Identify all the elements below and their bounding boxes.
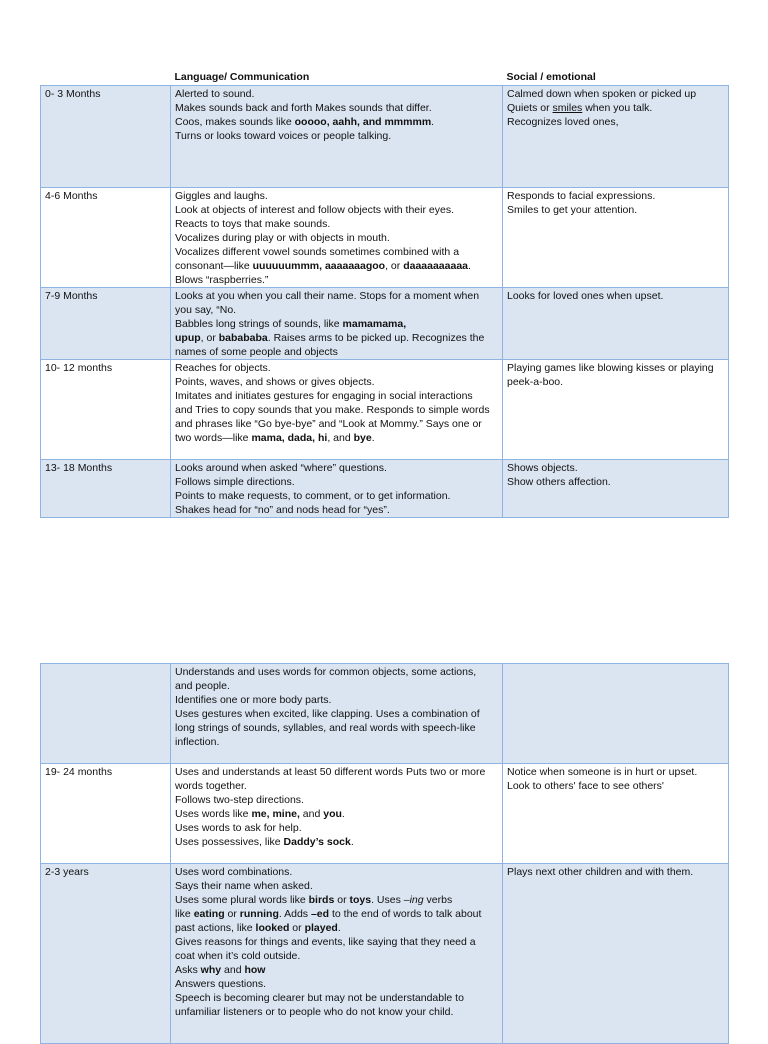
text-run: smiles — [552, 102, 583, 114]
text-run: Look at objects of interest and follow objects with their eyes. — [175, 204, 454, 216]
text-run: past actions, like — [175, 922, 256, 934]
cell-text-line — [507, 765, 724, 779]
table-row — [41, 460, 729, 518]
age-cell: 2-3 years — [41, 864, 171, 1044]
table-row — [41, 188, 729, 288]
cell-text-line — [175, 765, 498, 779]
cell-text-line — [175, 389, 498, 403]
language-cell — [171, 764, 503, 864]
cell-text-line — [175, 679, 498, 693]
text-run: Responds to facial expressions. — [507, 190, 656, 202]
cell-text-line — [175, 821, 498, 835]
social-cell — [503, 288, 729, 360]
text-run: peek-a-boo. — [507, 376, 564, 388]
cell-text-line — [175, 879, 498, 893]
text-run: , and — [327, 432, 354, 444]
text-run: –ed — [310, 908, 330, 920]
social-cell — [503, 864, 729, 1044]
text-run: played — [304, 922, 338, 934]
language-cell — [171, 288, 503, 360]
text-run: Vocalizes during play or with objects in mouth. — [175, 232, 390, 244]
social-cell — [503, 188, 729, 288]
cell-text-line — [175, 189, 498, 203]
cell-text-line — [175, 721, 498, 735]
age-cell: 0- 3 Months — [41, 86, 171, 188]
cell-text-line — [175, 345, 498, 359]
header-social: Social / emotional — [506, 71, 596, 83]
text-run: inflection. — [175, 736, 220, 748]
text-run: Looks around when asked “where” questions. — [175, 462, 387, 474]
text-run: Shakes head for “no” and nods head for “yes”. — [175, 504, 390, 516]
age-cell: 7-9 Months — [41, 288, 171, 360]
text-run: and — [221, 964, 245, 976]
text-run: two words—like — [175, 432, 252, 444]
cell-text-line — [175, 115, 498, 129]
text-run: Smiles to get your attention. — [507, 204, 638, 216]
text-run: Speech is becoming clearer but may not be understandable to — [175, 992, 464, 1004]
text-run: Notice when someone is in hurt or upset. — [507, 766, 698, 778]
cell-text-line — [175, 893, 498, 907]
text-run: Daddy’s sock — [283, 836, 351, 848]
text-run: or — [334, 894, 350, 906]
cell-text-line — [507, 115, 724, 129]
table-row — [41, 288, 729, 360]
cell-text-line — [175, 835, 498, 849]
cell-text-line — [507, 189, 724, 203]
text-run: bye — [353, 432, 372, 444]
cell-text-line — [507, 475, 724, 489]
cell-text-line — [175, 289, 498, 303]
cell-text-line — [175, 403, 498, 417]
age-cell: 4-6 Months — [41, 188, 171, 288]
text-run: Vocalizes different vowel sounds sometimes combined with a — [175, 246, 460, 258]
cell-text-line — [175, 693, 498, 707]
text-run: Uses some plural words like — [175, 894, 309, 906]
text-run: Asks — [175, 964, 201, 976]
text-run: . Uses – — [371, 894, 410, 906]
cell-text-line — [175, 331, 498, 345]
text-run: running — [239, 908, 279, 920]
text-run: Giggles and laughs. — [175, 190, 268, 202]
age-cell: 19- 24 months — [41, 764, 171, 864]
text-run: names of some people and objects — [175, 346, 338, 358]
text-run: Answers questions. — [175, 978, 267, 990]
text-run: Uses and understands at least 50 different words Puts two or more — [175, 766, 486, 778]
text-run: ing — [409, 894, 424, 906]
text-run: . — [337, 922, 341, 934]
text-run: daaaaaaaaaa — [403, 260, 468, 272]
text-run: Uses gestures when excited, like clapping. Uses a combination of — [175, 708, 480, 720]
text-run: Show others affection. — [507, 476, 611, 488]
milestones-table-page-2 — [40, 663, 729, 1044]
text-run: unfamiliar listeners or to people who do not know your child. — [175, 1006, 454, 1018]
text-run: mama, dada, hi — [251, 432, 328, 444]
table-row — [41, 864, 729, 1044]
text-run: , or — [385, 260, 404, 272]
cell-text-line — [507, 361, 724, 375]
text-run: when you talk. — [582, 102, 653, 114]
cell-text-line — [175, 231, 498, 245]
cell-text-line — [175, 935, 498, 949]
text-run: Babbles long strings of sounds, like — [175, 318, 343, 330]
text-run: Reaches for objects. — [175, 362, 271, 374]
language-cell — [171, 460, 503, 518]
text-run: words together. — [175, 780, 247, 792]
text-run: Coos, makes sounds like — [175, 116, 295, 128]
cell-text-line — [175, 707, 498, 721]
cell-text-line — [175, 793, 498, 807]
language-cell — [171, 188, 503, 288]
text-run: Quiets or — [507, 102, 553, 114]
text-run: toys — [349, 894, 372, 906]
text-run: Gives reasons for things and events, like saying that they need a — [175, 936, 476, 948]
text-run: . — [371, 432, 375, 444]
cell-text-line — [175, 461, 498, 475]
cell-text-line — [175, 907, 498, 921]
text-run: long strings of sounds, syllables, and real words with speech-like — [175, 722, 476, 734]
text-run: me, mine, — [251, 808, 300, 820]
text-run: . — [431, 116, 435, 128]
text-run: Looks for loved ones when upset. — [507, 290, 664, 302]
text-run: . — [341, 808, 345, 820]
text-run: Uses possessives, like — [175, 836, 284, 848]
cell-text-line — [507, 779, 724, 793]
text-run: birds — [308, 894, 335, 906]
cell-text-line — [175, 807, 498, 821]
social-cell — [503, 664, 729, 764]
text-run: , or — [200, 332, 219, 344]
cell-text-line — [175, 417, 498, 431]
cell-text-line — [507, 203, 724, 217]
cell-text-line — [175, 431, 498, 445]
text-run: consonant—like — [175, 260, 253, 272]
social-cell — [503, 460, 729, 518]
language-cell — [171, 864, 503, 1044]
text-run: Shows objects. — [507, 462, 578, 474]
text-run: Look to others' face to see others' — [507, 780, 664, 792]
text-run: Uses word combinations. — [175, 866, 293, 878]
cell-text-line — [175, 273, 498, 287]
text-run: Reacts to toys that make sounds. — [175, 218, 331, 230]
cell-text-line — [175, 779, 498, 793]
language-cell — [171, 86, 503, 188]
cell-text-line — [507, 101, 724, 115]
text-run: ooooo, aahh, and mmmmm — [294, 116, 432, 128]
text-run: babababa — [218, 332, 268, 344]
text-run: Uses words like — [175, 808, 252, 820]
text-run: to the end of words to talk about — [329, 908, 482, 920]
text-run: Follows two-step directions. — [175, 794, 304, 806]
cell-text-line — [175, 665, 498, 679]
milestones-table-page-1 — [40, 69, 729, 518]
text-run: you — [323, 808, 342, 820]
text-run: Points to make requests, to comment, or to get information. — [175, 490, 451, 502]
text-run: Blows “raspberries.” — [175, 274, 269, 286]
text-run: . — [468, 260, 471, 272]
text-run: . Adds — [278, 908, 311, 920]
cell-text-line — [175, 217, 498, 231]
text-run: mamamama, — [342, 318, 407, 330]
language-cell — [171, 360, 503, 460]
text-run: Recognizes loved ones, — [507, 116, 619, 128]
table-row — [41, 360, 729, 460]
cell-text-line — [507, 865, 724, 879]
cell-text-line — [175, 317, 498, 331]
text-run: coat when it’s cold outside. — [175, 950, 301, 962]
text-run: Playing games like blowing kisses or playing — [507, 362, 714, 374]
cell-text-line — [175, 921, 498, 935]
language-cell — [171, 664, 503, 764]
cell-text-line — [175, 963, 498, 977]
cell-text-line — [507, 461, 724, 475]
text-run: Looks at you when you call their name. Stops for a moment when — [175, 290, 480, 302]
cell-text-line — [175, 259, 498, 273]
cell-text-line — [175, 361, 498, 375]
text-run: and people. — [175, 680, 230, 692]
cell-text-line — [175, 375, 498, 389]
table-row — [41, 86, 729, 188]
text-run: why — [200, 964, 222, 976]
text-run: Understands and uses words for common objects, some actions, — [175, 666, 477, 678]
social-cell — [503, 360, 729, 460]
text-run: Calmed down when spoken or picked up — [507, 88, 697, 100]
text-run: how — [244, 964, 266, 976]
cell-text-line — [507, 375, 724, 389]
cell-text-line — [175, 865, 498, 879]
text-run: Makes sounds back and forth Makes sounds that differ. — [175, 102, 432, 114]
text-run: Points, waves, and shows or gives objects. — [175, 376, 375, 388]
text-run: verbs — [423, 894, 453, 906]
text-run: Imitates and initiates gestures for engaging in social interactions — [175, 390, 473, 402]
cell-text-line — [175, 129, 498, 143]
table-row — [41, 764, 729, 864]
cell-text-line — [507, 289, 724, 303]
text-run: like — [175, 908, 194, 920]
cell-text-line — [175, 503, 498, 517]
cell-text-line — [175, 1005, 498, 1019]
text-run: and Tries to copy sounds that you make. Responds to simple words — [175, 404, 490, 416]
header-language: Language/ Communication — [174, 71, 310, 83]
cell-text-line — [175, 87, 498, 101]
cell-text-line — [175, 991, 498, 1005]
cell-text-line — [175, 977, 498, 991]
cell-text-line — [175, 303, 498, 317]
text-run: Plays next other children and with them. — [507, 866, 694, 878]
text-run: and phrases like “Go bye-bye” and “Look at Mommy.” Says one or — [175, 418, 482, 430]
cell-text-line — [175, 475, 498, 489]
age-cell: 10- 12 months — [41, 360, 171, 460]
text-run: uuuuuummm, aaaaaaagoo — [252, 260, 386, 272]
text-run: . Raises arms to be picked up. Recognizes the — [267, 332, 485, 344]
header-age — [41, 69, 171, 86]
cell-text-line — [175, 203, 498, 217]
text-run: Uses words to ask for help. — [175, 822, 302, 834]
cell-text-line — [175, 489, 498, 503]
cell-text-line — [175, 949, 498, 963]
social-cell — [503, 764, 729, 864]
text-run: Identifies one or more body parts. — [175, 694, 332, 706]
text-run: Says their name when asked. — [175, 880, 313, 892]
text-run: upup — [175, 332, 201, 344]
cell-text-line — [175, 245, 498, 259]
text-run: or — [289, 922, 305, 934]
text-run: looked — [255, 922, 290, 934]
text-run: Alerted to sound. — [175, 88, 255, 100]
table-row — [41, 664, 729, 764]
text-run: eating — [193, 908, 225, 920]
cell-text-line — [175, 101, 498, 115]
cell-text-line — [175, 735, 498, 749]
age-cell — [41, 664, 171, 764]
text-run: Turns or looks toward voices or people talking. — [175, 130, 392, 142]
text-run: Follows simple directions. — [175, 476, 295, 488]
text-run: . — [350, 836, 354, 848]
table-header-row — [41, 69, 729, 86]
text-run: or — [224, 908, 240, 920]
cell-text-line — [507, 87, 724, 101]
text-run: you say, “No. — [175, 304, 237, 316]
social-cell — [503, 86, 729, 188]
age-cell: 13- 18 Months — [41, 460, 171, 518]
text-run: and — [299, 808, 324, 820]
